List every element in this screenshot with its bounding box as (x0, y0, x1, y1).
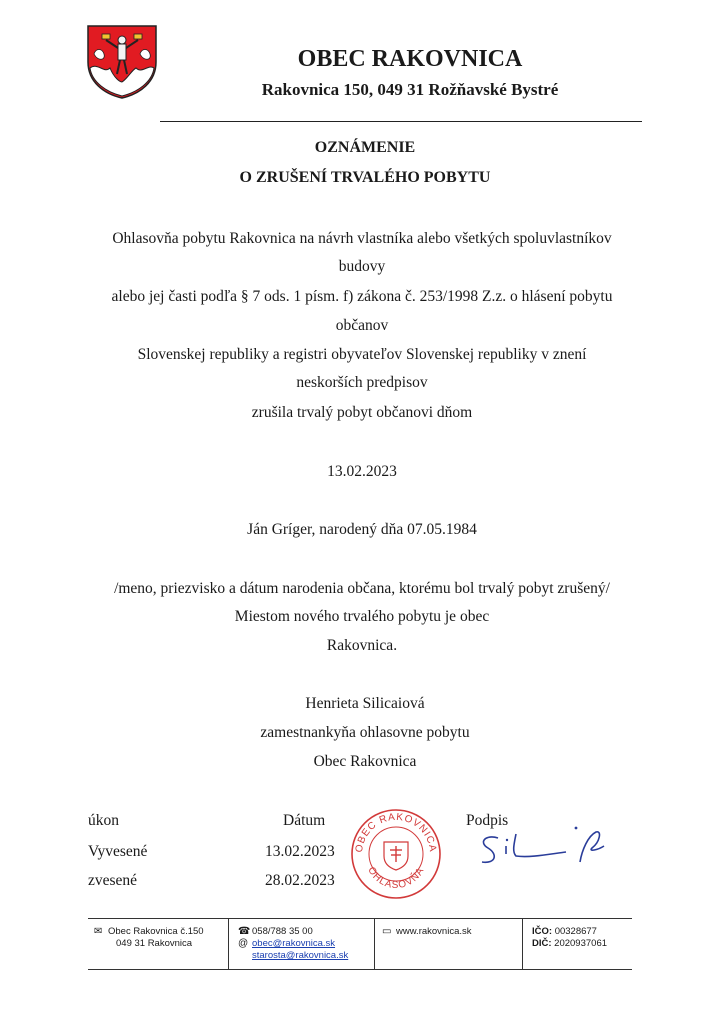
footer-contact-bar (88, 918, 632, 970)
footer-divider (522, 919, 523, 969)
svg-text:OHLASOVŇA (365, 865, 426, 891)
footer-phone: 058/788 35 00 (252, 926, 313, 937)
posted-label: Vyvesené (88, 843, 148, 860)
body-line: alebo jej časti podľa § 7 ods. 1 písm. f) zákona č. 253/1998 Z.z. o hlásení pobytu (111, 288, 613, 305)
col-date-label: Dátum (283, 812, 326, 829)
col-action-label: úkon (88, 812, 119, 829)
footer-email-mayor-link[interactable]: starosta@rakovnica.sk (252, 950, 349, 961)
ico-value: 00328677 (554, 926, 597, 937)
stamp-text-top: OBEC RAKOVNICA (353, 811, 439, 854)
footer-address-line2: 049 31 Rakovnica (116, 938, 193, 949)
org-title: OBEC RAKOVNICA (297, 46, 523, 72)
body-line: budovy (338, 258, 386, 275)
person-details: Ján Gríger, narodený dňa 07.05.1984 (247, 521, 477, 538)
signatory-org: Obec Rakovnica (313, 753, 417, 770)
body-line: občanov (335, 317, 389, 334)
posted-date: 13.02.2023 (265, 843, 335, 860)
footer-email-link[interactable]: obec@rakovnica.sk (252, 938, 336, 949)
removed-label: zvesené (88, 872, 138, 889)
org-address: Rakovnica 150, 049 31 Rožňavské Bystré (261, 80, 559, 99)
removed-date: 28.02.2023 (265, 872, 335, 889)
new-residence-text: Miestom nového trvalého pobytu je obec (234, 608, 490, 625)
body-line: Slovenskej republiky a registri obyvateľov Slovenskej republiky v znení (137, 346, 587, 363)
footer-address (94, 919, 232, 969)
stamp-text-bottom: OHLASOVŇA (365, 865, 427, 892)
signatory-role: zamestnankyňa ohlasovne pobytu (260, 724, 470, 741)
header-divider (160, 121, 642, 122)
footer-web (382, 919, 512, 969)
footer-contact (238, 919, 378, 969)
cancellation-date: 13.02.2023 (327, 463, 397, 480)
footer-address-line1: Obec Rakovnica č.150 (108, 926, 204, 937)
body-line: zrušila trvalý pobyt občanovi dňom (251, 404, 473, 421)
phone-icon: ☎ (238, 926, 251, 937)
body-line: Ohlasovňa pobytu Rakovnica na návrh vlastníka alebo všetkých spoluvlastníkov (112, 230, 612, 247)
signatory-name: Henrieta Silicaiová (305, 695, 425, 712)
dic-label: DIČ: (532, 938, 552, 949)
notice-heading: OZNÁMENIE (314, 139, 416, 156)
new-residence-place: Rakovnica. (326, 637, 398, 654)
monitor-icon: ▭ (382, 926, 392, 937)
body-line: neskorších predpisov (296, 374, 428, 391)
dic-value: 2020937061 (554, 938, 608, 949)
ico-label: IČO: (532, 926, 553, 937)
official-stamp (350, 808, 442, 900)
footer-divider (374, 919, 375, 969)
footer-ids (532, 919, 632, 969)
handwritten-signature (470, 820, 620, 870)
footer-divider (228, 919, 229, 969)
footer-web-link[interactable]: www.rakovnica.sk (396, 926, 472, 937)
envelope-icon: ✉ (94, 926, 103, 937)
col-signature-label: Podpis (466, 812, 509, 829)
municipal-crest-icon (84, 22, 160, 100)
person-note: /meno, priezvisko a dátum narodenia občana, ktorému bol trvalý pobyt zrušený/ (114, 580, 610, 597)
at-icon: @ (238, 938, 249, 949)
notice-subheading: O ZRUŠENÍ TRVALÉHO POBYTU (239, 169, 491, 186)
